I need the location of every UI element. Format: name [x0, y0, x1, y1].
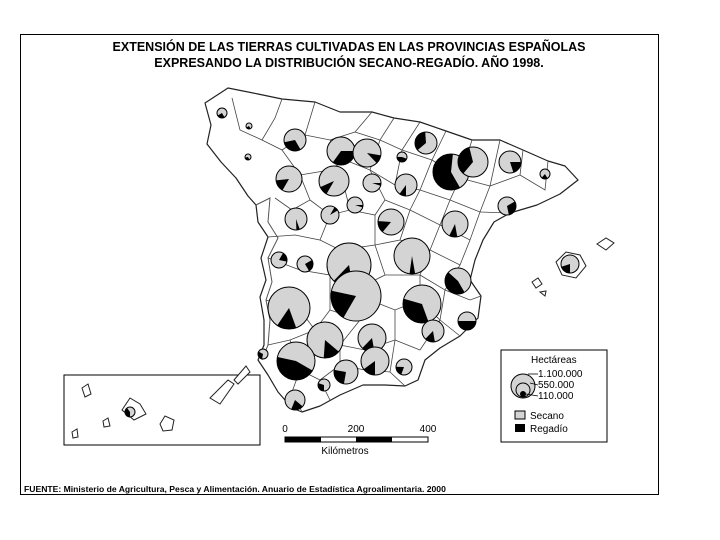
legend-circle-small [520, 391, 526, 397]
province-pie-8 [415, 132, 437, 154]
scale-tick-0: 0 [282, 424, 288, 435]
legend-value-small: 110.000 [538, 391, 574, 402]
province-pie-35 [258, 349, 268, 359]
province-pie-16 [395, 174, 417, 196]
province-pie-38 [361, 347, 389, 375]
province-pie-15 [363, 174, 381, 192]
legend-heading: Hectáreas [531, 355, 577, 366]
province-pie-18 [285, 208, 307, 230]
province-pie-10 [458, 147, 488, 177]
province-pie-5 [327, 137, 355, 165]
scale-tick-200: 200 [347, 424, 365, 435]
province-pie-24 [297, 256, 313, 272]
province-pie-11 [499, 151, 521, 173]
formentera-island [540, 291, 546, 296]
scale-tick-400: 400 [419, 424, 437, 435]
province-pie-20 [347, 197, 363, 213]
province-pie-22 [442, 211, 468, 237]
province-pie-41 [318, 379, 330, 391]
province-pie-2 [246, 123, 252, 129]
province-pie-3 [245, 154, 251, 160]
province-pie-27 [445, 268, 471, 294]
province-pie-4 [284, 129, 306, 151]
province-pie-26 [394, 238, 430, 274]
province-pie-1 [217, 108, 227, 118]
province-pie-23 [271, 252, 287, 268]
province-pie-17 [498, 197, 516, 215]
province-pie-12 [540, 169, 550, 179]
legend-value-large: 1.100.000 [538, 369, 583, 380]
scale-unit: Kilómetros [321, 446, 369, 457]
province-pie-42 [561, 255, 579, 273]
map-subtitle: EXPRESANDO LA DISTRIBUCIÓN SECANO-REGADÍO. AÑO 1998. [154, 56, 544, 70]
map-title: EXTENSIÓN DE LAS TIERRAS CULTIVADAS EN LAS PROVINCIAS ESPAÑOLAS [112, 40, 586, 54]
source-note: FUENTE: Ministerio de Agricultura, Pesca y Alimentación. Anuario de Estadística Agroalimentaria. 2000 [24, 484, 446, 494]
ibiza-island [532, 278, 542, 288]
province-pie-29 [268, 287, 310, 329]
province-pie-6 [353, 139, 381, 167]
legend-label-regadio: Regadío [530, 424, 568, 435]
legend-swatch-regadio [515, 424, 525, 432]
province-pie-7 [397, 152, 407, 162]
legend-label-secano: Secano [530, 411, 564, 422]
province-pie-30 [331, 271, 381, 321]
province-pie-13 [276, 166, 302, 192]
menorca-island [597, 238, 614, 250]
legend-value-medium: 550.000 [538, 380, 575, 391]
province-pie-36 [277, 342, 315, 380]
province-pie-31 [403, 285, 441, 323]
scale-bar [282, 424, 437, 457]
province-pie-43 [125, 407, 135, 417]
legend-swatch-secano [515, 411, 525, 419]
province-pie-40 [285, 390, 305, 410]
province-pie-21 [378, 209, 404, 235]
province-pie-39 [396, 359, 412, 375]
province-pie-34 [422, 320, 444, 342]
province-pie-14 [319, 166, 349, 196]
province-pie-19 [321, 206, 339, 224]
province-pie-28 [458, 312, 476, 330]
province-pie-37 [334, 360, 358, 384]
